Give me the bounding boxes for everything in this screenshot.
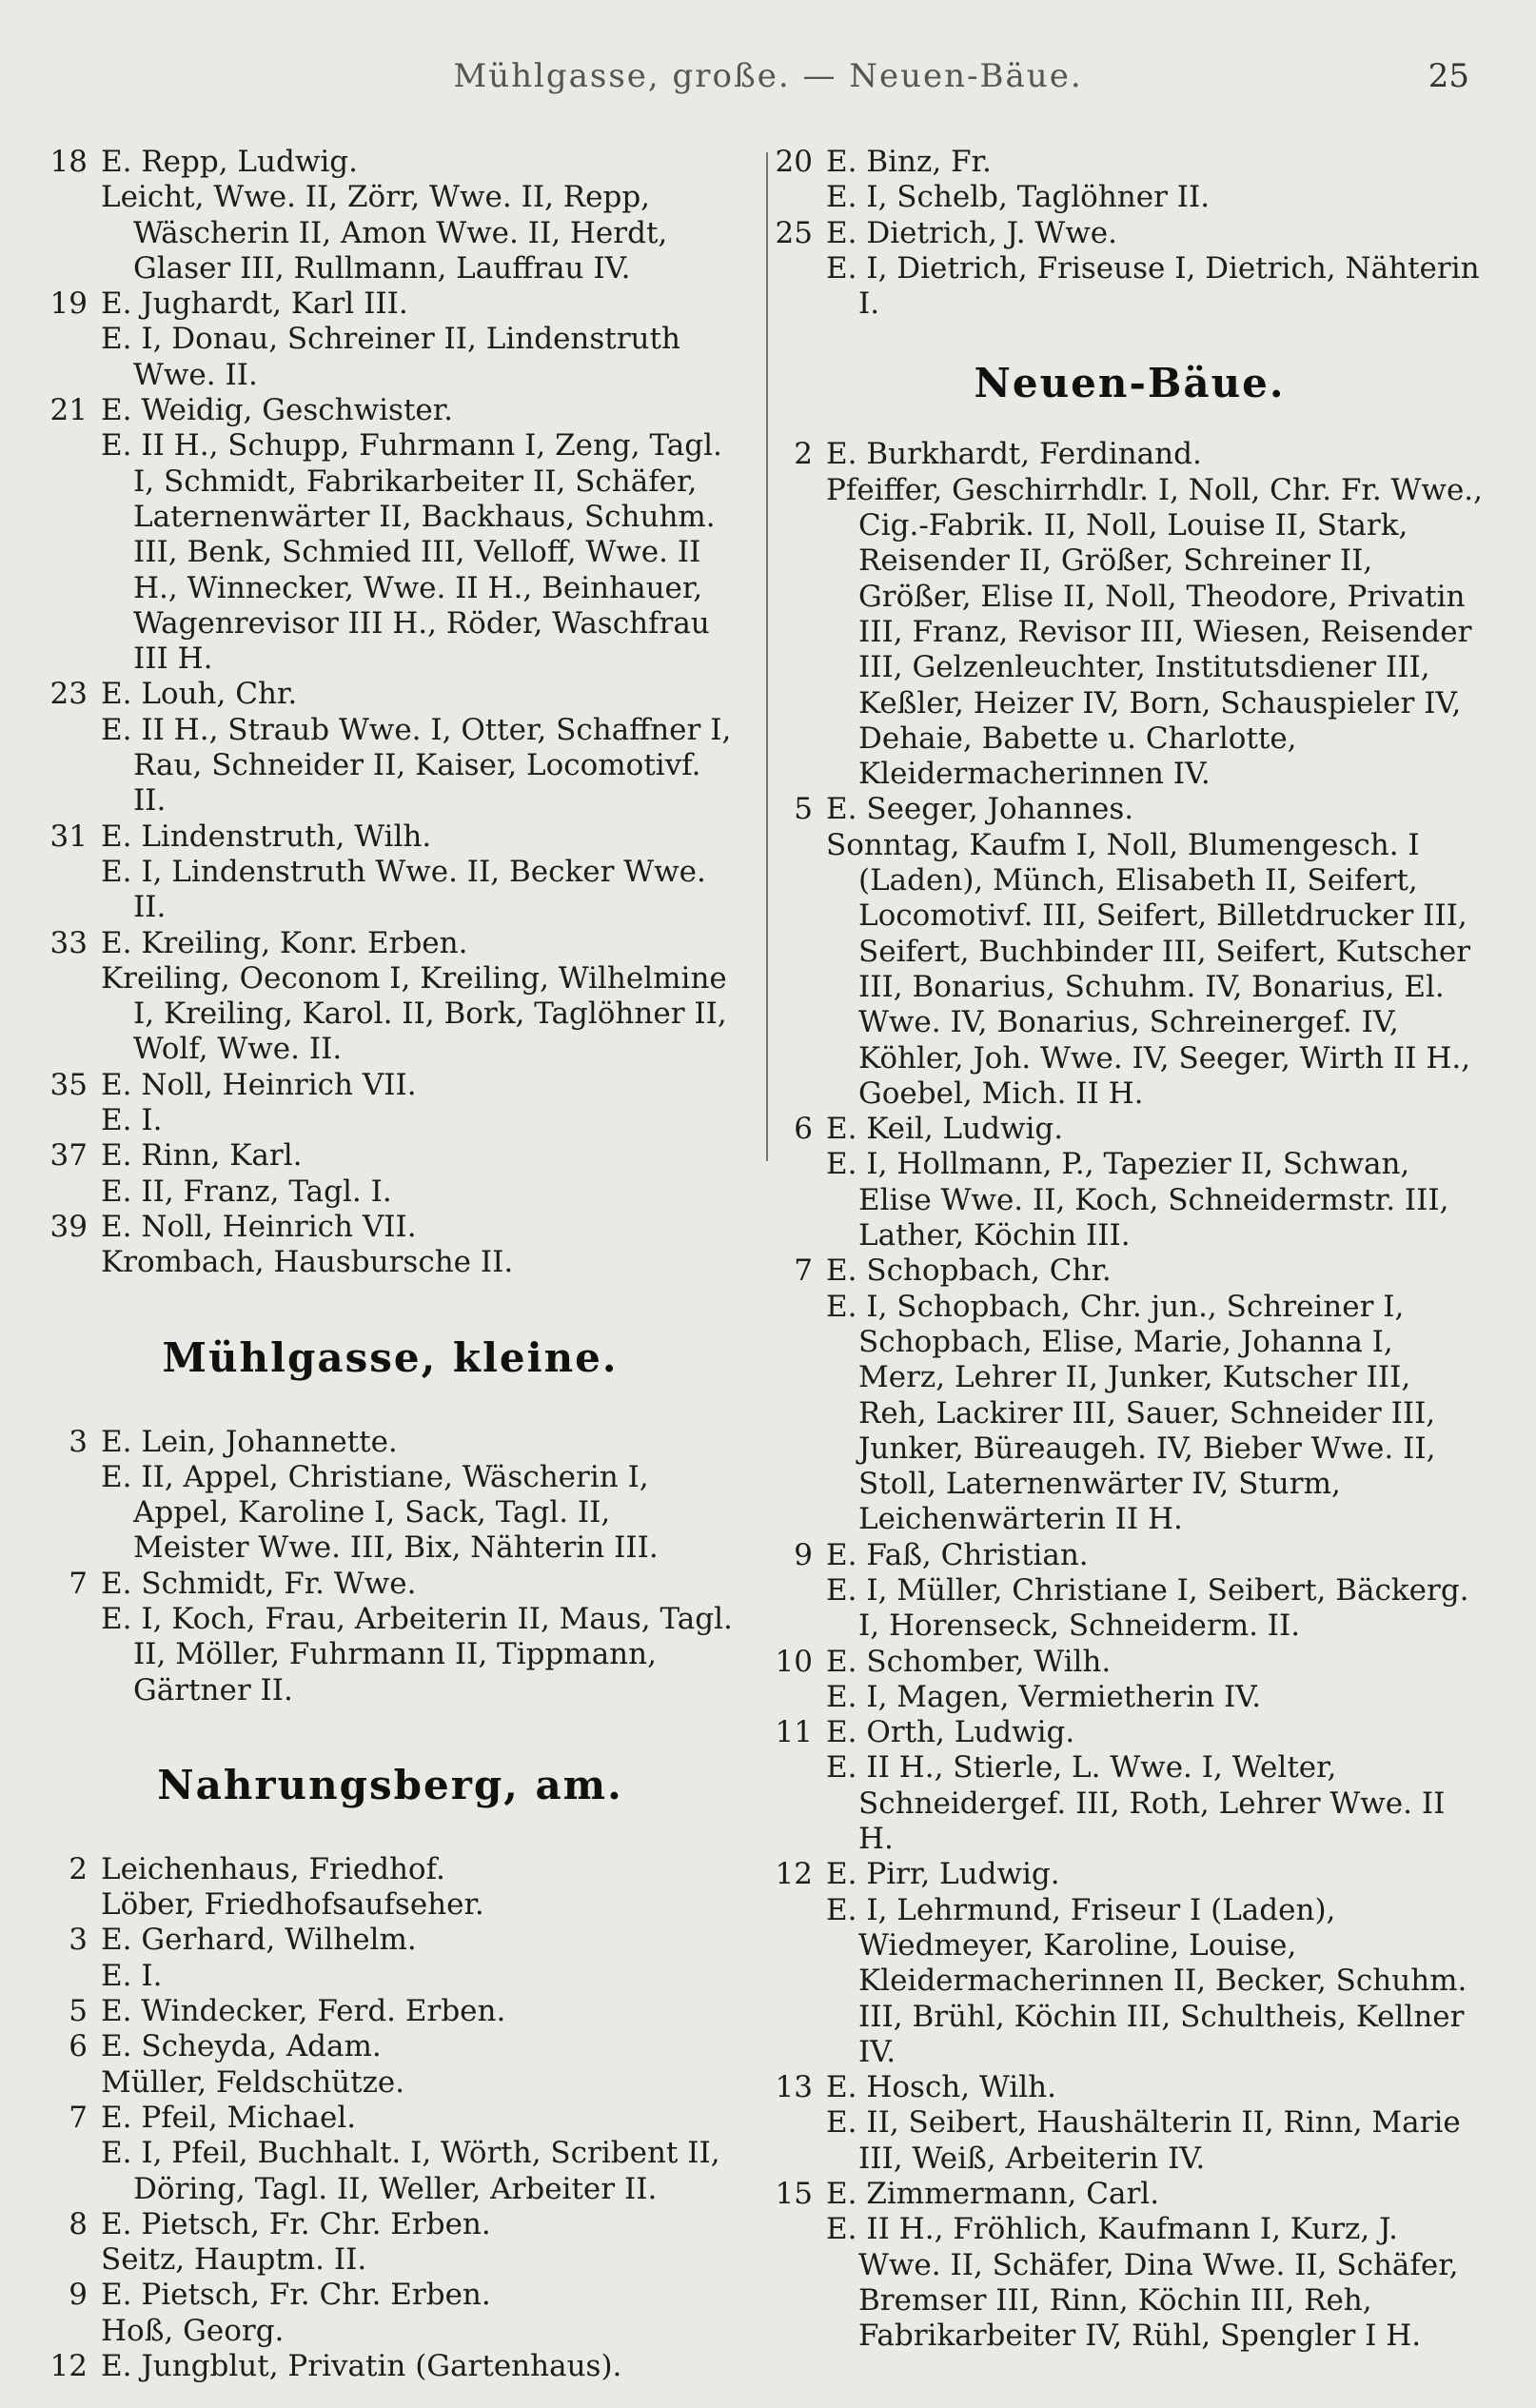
tenant-list: Löber, Friedhofsaufseher. bbox=[101, 1887, 484, 1923]
tenant-list: E. II, Franz, Tagl. I. bbox=[101, 1174, 392, 1209]
house-number: 39 bbox=[49, 1209, 88, 1244]
house-entry bbox=[48, 2029, 733, 2101]
owner-line: E. Hosch, Wilh. bbox=[826, 2070, 1056, 2105]
owner-line: E. Zimmermann, Carl. bbox=[826, 2177, 1160, 2212]
owner-line: E. Noll, Heinrich VII. bbox=[101, 1067, 417, 1102]
entry-body bbox=[88, 677, 733, 819]
house-number: 18 bbox=[49, 145, 88, 179]
entry-body bbox=[88, 1994, 733, 2029]
owner-line: Leichenhaus, Friedhof. bbox=[101, 1851, 445, 1886]
owner-line: E. Gerhard, Wilhelm. bbox=[101, 1923, 417, 1958]
owner-line: E. Kreiling, Konr. Erben. bbox=[101, 925, 468, 960]
tenant-list: E. II H., Stierle, L. Wwe. I, Welter, Schneidergef. III, Roth, Lehrer Wwe. II H. bbox=[826, 1750, 1446, 1857]
owner-line: E. Lein, Johannette. bbox=[101, 1424, 398, 1459]
house-number: 15 bbox=[775, 2177, 813, 2212]
entry-body bbox=[88, 2029, 733, 2101]
house-entry bbox=[48, 145, 733, 286]
house-entry bbox=[48, 1852, 733, 1924]
tenant-list: E. I, Schelb, Taglöhner II. bbox=[826, 180, 1211, 215]
house-entry bbox=[773, 1112, 1487, 1253]
house-number: 6 bbox=[794, 1112, 813, 1147]
entry-body bbox=[88, 393, 733, 677]
house-number: 9 bbox=[794, 1537, 813, 1572]
house-number: 31 bbox=[49, 819, 88, 854]
house-entry bbox=[773, 1645, 1487, 1716]
entry-body bbox=[813, 145, 1487, 216]
entry-body bbox=[813, 437, 1487, 792]
tenant-list: E. I, Schopbach, Chr. jun., Schreiner I, Schopbach, Elise, Marie, Johanna I, Merz, Lehrer II, Junker, Kutscher III, Reh, Lackirer III, Sauer, Schneider III, Junker, Büreaugeh. IV, Bieber Wwe. II, Stoll, Laternenwärter IV, Sturm, Leichenwärterin II H. bbox=[826, 1289, 1436, 1537]
tenant-list: E. I, Pfeil, Buchhalt. I, Wörth, Scribent II, Döring, Tagl. II, Weller, Arbeiter II. bbox=[101, 2136, 720, 2206]
tenant-list: E. I. bbox=[101, 1103, 163, 1138]
entry-body bbox=[813, 1715, 1487, 1857]
house-number: 7 bbox=[794, 1253, 813, 1289]
tenant-list: E. I. bbox=[101, 1958, 163, 1993]
entry-body bbox=[88, 926, 733, 1068]
owner-line: E. Weidig, Geschwister. bbox=[101, 393, 454, 428]
house-entry bbox=[773, 1253, 1487, 1537]
owner-line: E. Repp, Ludwig. bbox=[101, 145, 358, 179]
owner-line: E. Schmidt, Fr. Wwe. bbox=[101, 1566, 417, 1601]
house-entry bbox=[773, 437, 1487, 792]
running-header-title: Mühlgasse, große. — Neuen-Bäue. bbox=[453, 57, 1083, 95]
tenant-list: Leicht, Wwe. II, Zörr, Wwe. II, Repp, Wäscherin II, Amon Wwe. II, Herdt, Glaser III, Rullmann, Lauffrau IV. bbox=[101, 180, 668, 286]
entry-body bbox=[88, 819, 733, 926]
house-number: 9 bbox=[69, 2278, 88, 2313]
right-column bbox=[773, 145, 1487, 2355]
house-number: 11 bbox=[775, 1715, 813, 1750]
owner-line: E. Jungblut, Privatin (Gartenhaus). bbox=[101, 2349, 622, 2384]
owner-line: E. Faß, Christian. bbox=[826, 1537, 1089, 1572]
house-number: 7 bbox=[69, 1566, 88, 1601]
owner-line: E. Scheyda, Adam. bbox=[101, 2029, 382, 2064]
tenant-list: E. I, Donau, Schreiner II, Lindenstruth Wwe. II. bbox=[101, 322, 680, 392]
house-number: 5 bbox=[794, 792, 813, 827]
tenant-list: Hoß, Georg. bbox=[101, 2313, 285, 2348]
house-entry bbox=[773, 1715, 1487, 1857]
house-entry bbox=[48, 2349, 733, 2384]
entry-body bbox=[88, 1567, 733, 1708]
house-entry bbox=[48, 1994, 733, 2029]
entry-body bbox=[88, 2101, 733, 2207]
house-entry bbox=[48, 819, 733, 926]
entry-body bbox=[813, 1112, 1487, 1253]
entry-body bbox=[813, 792, 1487, 1112]
house-number: 10 bbox=[775, 1644, 813, 1679]
tenant-list: E. I, Koch, Frau, Arbeiterin II, Maus, Tagl. II, Möller, Fuhrmann II, Tippmann, Gärtner II. bbox=[101, 1601, 733, 1707]
entry-body bbox=[88, 1852, 733, 1924]
owner-line: E. Orth, Ludwig. bbox=[826, 1715, 1075, 1750]
entry-body bbox=[88, 2207, 733, 2279]
entry-body bbox=[88, 1138, 733, 1210]
house-number: 21 bbox=[49, 393, 88, 428]
tenant-list: Krombach, Hausbursche II. bbox=[101, 1245, 514, 1280]
house-number: 6 bbox=[69, 2029, 88, 2064]
house-entry bbox=[48, 1210, 733, 1281]
house-entry bbox=[48, 2278, 733, 2349]
owner-line: E. Windecker, Ferd. Erben. bbox=[101, 1994, 506, 2029]
house-entry bbox=[48, 393, 733, 677]
entry-body bbox=[813, 1857, 1487, 2070]
house-number: 2 bbox=[794, 437, 813, 472]
house-number: 37 bbox=[49, 1138, 88, 1174]
tenant-list: Kreiling, Oeconom I, Kreiling, Wilhelmine I, Kreiling, Karol. II, Bork, Taglöhner II, Wolf, Wwe. II. bbox=[101, 960, 727, 1067]
house-number: 12 bbox=[775, 1857, 813, 1892]
owner-line: E. Dietrich, J. Wwe. bbox=[826, 215, 1118, 250]
entry-body bbox=[88, 286, 733, 393]
owner-line: E. Lindenstruth, Wilh. bbox=[101, 819, 432, 854]
owner-line: E. Pietsch, Fr. Chr. Erben. bbox=[101, 2206, 491, 2241]
left-column bbox=[48, 145, 733, 2384]
house-number: 19 bbox=[49, 286, 88, 322]
entry-body bbox=[88, 1210, 733, 1281]
house-number: 13 bbox=[775, 2070, 813, 2105]
house-number: 7 bbox=[69, 2100, 88, 2135]
tenant-list: E. II H., Schupp, Fuhrmann I, Zeng, Tagl. I, Schmidt, Fabrikarbeiter II, Schäfer, Laternenwärter II, Backhaus, Schuhm. III, Benk, Schmied III, Velloff, Wwe. II H., Winnecker, Wwe. II H., Beinhauer, Wagenrevisor III H., Röder, Waschfrau III H. bbox=[101, 428, 722, 677]
tenant-list: E. I, Dietrich, Friseuse I, Dietrich, Nähterin I. bbox=[826, 250, 1480, 322]
tenant-list: Müller, Feldschütze. bbox=[101, 2064, 405, 2100]
entry-body bbox=[813, 1645, 1487, 1716]
house-number: 3 bbox=[69, 1424, 88, 1459]
owner-line: E. Noll, Heinrich VII. bbox=[101, 1209, 417, 1244]
house-entry bbox=[48, 286, 733, 393]
entry-body bbox=[88, 1068, 733, 1139]
owner-line: E. Jughardt, Karl III. bbox=[101, 286, 408, 322]
page-header bbox=[0, 57, 1536, 124]
house-entry bbox=[48, 2101, 733, 2207]
tenant-list: E. II, Appel, Christiane, Wäscherin I, Appel, Karoline I, Sack, Tagl. II, Meister Wwe. III, Bix, Nähterin III. bbox=[101, 1459, 659, 1566]
house-entry bbox=[773, 1538, 1487, 1645]
column-divider bbox=[766, 152, 768, 1161]
entry-body bbox=[813, 1253, 1487, 1537]
house-number: 12 bbox=[49, 2349, 88, 2384]
entry-body bbox=[813, 2177, 1487, 2354]
entry-body bbox=[88, 145, 733, 286]
entry-body bbox=[88, 2349, 733, 2384]
house-number: 33 bbox=[49, 925, 88, 960]
house-number: 3 bbox=[69, 1923, 88, 1958]
entry-body bbox=[88, 1425, 733, 1567]
house-number: 20 bbox=[775, 145, 813, 179]
tenant-list: E. I, Magen, Vermietherin IV. bbox=[826, 1679, 1262, 1714]
owner-line: E. Louh, Chr. bbox=[101, 677, 298, 712]
house-number: 8 bbox=[69, 2206, 88, 2241]
house-entry bbox=[48, 1138, 733, 1210]
entry-body bbox=[813, 1538, 1487, 1645]
house-entry bbox=[48, 2207, 733, 2279]
house-entry bbox=[48, 926, 733, 1068]
house-number: 35 bbox=[49, 1067, 88, 1102]
house-entry bbox=[48, 1425, 733, 1567]
house-number: 5 bbox=[69, 1994, 88, 2029]
tenant-list: E. II, Seibert, Haushälterin II, Rinn, Marie III, Weiß, Arbeiterin IV. bbox=[826, 2105, 1461, 2176]
house-entry bbox=[773, 792, 1487, 1112]
house-number: 2 bbox=[69, 1851, 88, 1886]
entry-body bbox=[88, 2278, 733, 2349]
owner-line: E. Binz, Fr. bbox=[826, 145, 992, 179]
tenant-list: E. I, Müller, Christiane I, Seibert, Bäckerg. I, Horenseck, Schneiderm. II. bbox=[826, 1572, 1469, 1644]
tenant-list: E. I, Lindenstruth Wwe. II, Becker Wwe. II. bbox=[101, 854, 706, 925]
house-number: 23 bbox=[49, 677, 88, 712]
street-heading: Nahrungsberg, am. bbox=[157, 1761, 623, 1808]
owner-line: E. Schomber, Wilh. bbox=[826, 1644, 1112, 1679]
entry-body bbox=[88, 1923, 733, 1994]
house-entry bbox=[48, 677, 733, 819]
owner-line: E. Burkhardt, Ferdinand. bbox=[826, 437, 1202, 472]
owner-line: E. Pietsch, Fr. Chr. Erben. bbox=[101, 2278, 491, 2313]
tenant-list: E. II H., Straub Wwe. I, Otter, Schaffner I, Rau, Schneider II, Kaiser, Locomotivf. II. bbox=[101, 712, 732, 819]
owner-line: E. Rinn, Karl. bbox=[101, 1138, 303, 1174]
tenant-list: E. II H., Fröhlich, Kaufmann I, Kurz, J. Wwe. II, Schäfer, Dina Wwe. II, Schäfer, Bremser III, Rinn, Köchin III, Reh, Fabrikarbeiter IV, Rühl, Spengler I H. bbox=[826, 2212, 1459, 2354]
house-entry bbox=[48, 1923, 733, 1994]
tenant-list: E. I, Lehrmund, Friseur I (Laden), Wiedmeyer, Karoline, Louise, Kleidermacherinnen II, Becker, Schuhm. III, Brühl, Köchin III, Schultheis, Kellner IV. bbox=[826, 1892, 1467, 2069]
tenant-list: Sonntag, Kaufm I, Noll, Blumengesch. I (Laden), Münch, Elisabeth II, Seifert, Locomotivf. III, Seifert, Billetdrucker III, Seifert, Buchbinder III, Seifert, Kutscher III, Bonarius, Schuhm. IV, Bonarius, El. Wwe. IV, Bonarius, Schreinergef. IV, Köhler, Joh. Wwe. IV, Seeger, Wirth II H., Goebel, Mich. II H. bbox=[826, 827, 1471, 1111]
street-heading: Mühlgasse, kleine. bbox=[162, 1333, 619, 1381]
house-number: 25 bbox=[775, 215, 813, 250]
house-entry bbox=[773, 216, 1487, 323]
owner-line: E. Keil, Ludwig. bbox=[826, 1112, 1064, 1147]
tenant-list: Pfeiffer, Geschirrhdlr. I, Noll, Chr. Fr. Wwe., Cig.-Fabrik. II, Noll, Louise II, Stark, Reisender II, Größer, Schreiner II, Größer, Elise II, Noll, Theodore, Privatin III, Franz, Revisor III, Wiesen, Reisender III, Gelzenleuchter, Institutsdiener III, Keßler, Heizer IV, Born, Schauspieler IV, Dehaie, Babette u. Charlotte, Kleidermacherinnen IV. bbox=[826, 472, 1483, 792]
house-entry bbox=[48, 1068, 733, 1139]
tenant-list: E. I, Hollmann, P., Tapezier II, Schwan, Elise Wwe. II, Koch, Schneidermstr. III, Lather, Köchin III. bbox=[826, 1147, 1449, 1253]
house-entry bbox=[48, 1567, 733, 1708]
entry-body bbox=[813, 216, 1487, 323]
owner-line: E. Pfeil, Michael. bbox=[101, 2100, 357, 2135]
tenant-list: Seitz, Hauptm. II. bbox=[101, 2242, 367, 2278]
house-entry bbox=[773, 2177, 1487, 2354]
street-heading: Neuen-Bäue. bbox=[974, 360, 1286, 407]
house-entry bbox=[773, 145, 1487, 216]
owner-line: E. Schopbach, Chr. bbox=[826, 1253, 1112, 1289]
owner-line: E. Pirr, Ludwig. bbox=[826, 1857, 1060, 1892]
entry-body bbox=[813, 2070, 1487, 2177]
house-entry bbox=[773, 1857, 1487, 2070]
house-entry bbox=[773, 2070, 1487, 2177]
owner-line: E. Seeger, Johannes. bbox=[826, 792, 1134, 827]
page-number: 25 bbox=[1428, 57, 1469, 95]
